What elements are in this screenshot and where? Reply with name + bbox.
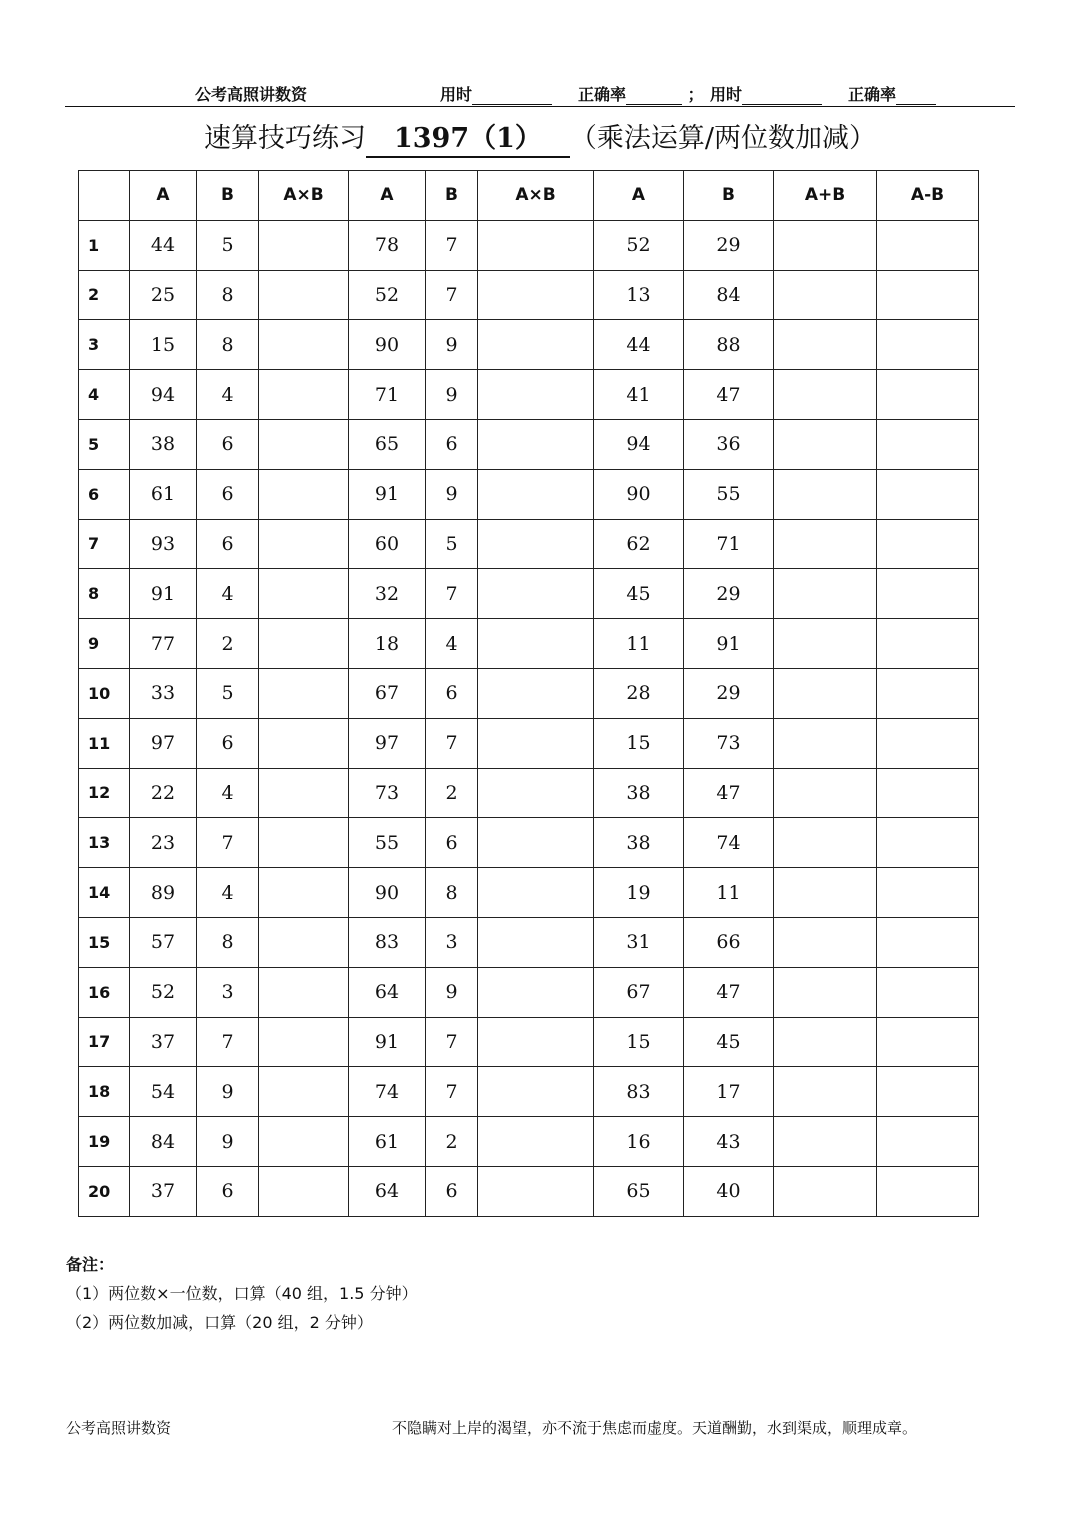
cell-b2: 6 [426, 419, 478, 469]
notes-section [66, 1250, 418, 1337]
cell-a3: 38 [594, 818, 684, 868]
cell-a2: 55 [349, 818, 426, 868]
answer-product2[interactable] [478, 270, 594, 320]
answer-product1[interactable] [259, 1067, 349, 1117]
title-code: 1397（1） [366, 122, 570, 158]
answer-sum[interactable] [774, 967, 877, 1017]
row-number: 5 [79, 419, 130, 469]
cell-b2: 2 [426, 1117, 478, 1167]
col-header-a1: A [130, 171, 197, 221]
cell-a1: 54 [130, 1067, 197, 1117]
time-label-2: 用时 [710, 85, 743, 104]
cell-b1: 5 [197, 220, 259, 270]
answer-difference[interactable] [877, 668, 979, 718]
answer-product2[interactable] [478, 917, 594, 967]
cell-b3: 36 [684, 419, 774, 469]
answer-product2[interactable] [478, 320, 594, 370]
cell-b1: 2 [197, 619, 259, 669]
cell-a1: 33 [130, 668, 197, 718]
answer-product1[interactable] [259, 370, 349, 420]
cell-a3: 13 [594, 270, 684, 320]
row-number: 7 [79, 519, 130, 569]
cell-a2: 91 [349, 1017, 426, 1067]
row-number: 10 [79, 668, 130, 718]
cell-a1: 77 [130, 619, 197, 669]
cell-b1: 8 [197, 917, 259, 967]
answer-sum[interactable] [774, 1166, 877, 1216]
row-number: 16 [79, 967, 130, 1017]
answer-difference[interactable] [877, 818, 979, 868]
accuracy-field-2 [848, 82, 936, 105]
cell-b2: 9 [426, 320, 478, 370]
title-prefix: 速算技巧练习 [203, 123, 366, 154]
answer-product1[interactable] [259, 519, 349, 569]
cell-b1: 4 [197, 370, 259, 420]
table-row [79, 1067, 979, 1117]
cell-b1: 4 [197, 569, 259, 619]
cell-a2: 65 [349, 419, 426, 469]
cell-b1: 6 [197, 419, 259, 469]
cell-b3: 40 [684, 1166, 774, 1216]
cell-a1: 15 [130, 320, 197, 370]
table-row [79, 1166, 979, 1216]
cell-a2: 67 [349, 668, 426, 718]
col-header-b2: B [426, 171, 478, 221]
cell-b3: 74 [684, 818, 774, 868]
table-row [79, 320, 979, 370]
cell-a2: 64 [349, 1166, 426, 1216]
cell-a2: 61 [349, 1117, 426, 1167]
cell-b2: 8 [426, 868, 478, 918]
answer-sum[interactable] [774, 469, 877, 519]
cell-b2: 7 [426, 220, 478, 270]
answer-product2[interactable] [478, 1117, 594, 1167]
answer-sum[interactable] [774, 1117, 877, 1167]
table-row [79, 668, 979, 718]
cell-b2: 7 [426, 1017, 478, 1067]
cell-a3: 45 [594, 569, 684, 619]
cell-b1: 8 [197, 320, 259, 370]
cell-b3: 29 [684, 220, 774, 270]
practice-table [78, 170, 979, 1217]
time-label-1: 用时 [440, 85, 473, 104]
cell-a1: 61 [130, 469, 197, 519]
cell-a2: 60 [349, 519, 426, 569]
cell-a2: 91 [349, 469, 426, 519]
answer-product2[interactable] [478, 868, 594, 918]
row-number: 13 [79, 818, 130, 868]
cell-a3: 83 [594, 1067, 684, 1117]
cell-b3: 11 [684, 868, 774, 918]
answer-product1[interactable] [259, 967, 349, 1017]
cell-b2: 2 [426, 768, 478, 818]
cell-a1: 91 [130, 569, 197, 619]
answer-product1[interactable] [259, 718, 349, 768]
table-row [79, 519, 979, 569]
answer-product1[interactable] [259, 868, 349, 918]
answer-difference[interactable] [877, 519, 979, 569]
cell-b1: 6 [197, 469, 259, 519]
cell-b2: 7 [426, 718, 478, 768]
answer-product2[interactable] [478, 469, 594, 519]
cell-b1: 6 [197, 519, 259, 569]
cell-a2: 74 [349, 1067, 426, 1117]
table-row [79, 370, 979, 420]
answer-product2[interactable] [478, 967, 594, 1017]
cell-b2: 3 [426, 917, 478, 967]
answer-difference[interactable] [877, 569, 979, 619]
footer-brand: 公考高照讲数资 [66, 1419, 172, 1437]
answer-product1[interactable] [259, 469, 349, 519]
cell-a1: 37 [130, 1017, 197, 1067]
header-separator: ； [687, 85, 704, 104]
row-number: 14 [79, 868, 130, 918]
answer-product1[interactable] [259, 1017, 349, 1067]
answer-product2[interactable] [478, 1017, 594, 1067]
cell-a2: 52 [349, 270, 426, 320]
answer-product2[interactable] [478, 768, 594, 818]
row-number: 4 [79, 370, 130, 420]
answer-difference[interactable] [877, 619, 979, 669]
cell-a3: 31 [594, 917, 684, 967]
time-field-1 [440, 82, 552, 105]
cell-b1: 9 [197, 1067, 259, 1117]
row-number: 2 [79, 270, 130, 320]
cell-a2: 18 [349, 619, 426, 669]
cell-b1: 4 [197, 768, 259, 818]
table-row [79, 718, 979, 768]
answer-sum[interactable] [774, 419, 877, 469]
answer-product1[interactable] [259, 220, 349, 270]
time-blank-2[interactable] [742, 88, 822, 105]
cell-a2: 90 [349, 868, 426, 918]
cell-b2: 4 [426, 619, 478, 669]
answer-difference[interactable] [877, 967, 979, 1017]
time-field-2 [710, 82, 822, 105]
cell-b1: 7 [197, 1017, 259, 1067]
cell-a1: 89 [130, 868, 197, 918]
answer-difference[interactable] [877, 1117, 979, 1167]
row-number: 6 [79, 469, 130, 519]
cell-a3: 19 [594, 868, 684, 918]
cell-a1: 97 [130, 718, 197, 768]
col-header-b1: B [197, 171, 259, 221]
cell-b3: 91 [684, 619, 774, 669]
cell-b3: 45 [684, 1017, 774, 1067]
answer-sum[interactable] [774, 519, 877, 569]
answer-product2[interactable] [478, 370, 594, 420]
cell-a1: 25 [130, 270, 197, 320]
answer-product2[interactable] [478, 569, 594, 619]
answer-product2[interactable] [478, 718, 594, 768]
answer-sum[interactable] [774, 818, 877, 868]
cell-b3: 73 [684, 718, 774, 768]
cell-a3: 38 [594, 768, 684, 818]
answer-sum[interactable] [774, 917, 877, 967]
cell-b3: 84 [684, 270, 774, 320]
cell-b2: 7 [426, 1067, 478, 1117]
cell-a1: 23 [130, 818, 197, 868]
answer-difference[interactable] [877, 270, 979, 320]
cell-b3: 47 [684, 768, 774, 818]
table-row [79, 868, 979, 918]
cell-a2: 78 [349, 220, 426, 270]
accuracy-label-2: 正确率 [848, 85, 897, 104]
notes-line-1: （1）两位数×一位数，口算（40 组，1.5 分钟） [66, 1284, 418, 1303]
time-blank-1[interactable] [472, 88, 552, 105]
answer-sum[interactable] [774, 270, 877, 320]
notes-line-2: （2）两位数加减，口算（20 组，2 分钟） [66, 1313, 373, 1332]
answer-product2[interactable] [478, 818, 594, 868]
answer-difference[interactable] [877, 718, 979, 768]
row-number: 11 [79, 718, 130, 768]
cell-b3: 66 [684, 917, 774, 967]
table-row [79, 270, 979, 320]
answer-difference[interactable] [877, 1017, 979, 1067]
row-number: 19 [79, 1117, 130, 1167]
cell-b2: 5 [426, 519, 478, 569]
answer-sum[interactable] [774, 868, 877, 918]
row-number: 12 [79, 768, 130, 818]
cell-b1: 6 [197, 718, 259, 768]
answer-product1[interactable] [259, 270, 349, 320]
answer-difference[interactable] [877, 1166, 979, 1216]
cell-b1: 9 [197, 1117, 259, 1167]
table-row [79, 768, 979, 818]
header-brand: 公考高照讲数资 [195, 85, 308, 104]
answer-product2[interactable] [478, 619, 594, 669]
row-number: 18 [79, 1067, 130, 1117]
answer-product1[interactable] [259, 768, 349, 818]
answer-product2[interactable] [478, 1067, 594, 1117]
cell-b3: 17 [684, 1067, 774, 1117]
row-number: 17 [79, 1017, 130, 1067]
accuracy-blank-1[interactable] [626, 88, 682, 105]
col-header-sum: A+B [774, 171, 877, 221]
answer-product1[interactable] [259, 619, 349, 669]
cell-a2: 32 [349, 569, 426, 619]
cell-a2: 97 [349, 718, 426, 768]
cell-a3: 44 [594, 320, 684, 370]
accuracy-blank-2[interactable] [896, 88, 936, 105]
table-row [79, 419, 979, 469]
cell-a2: 83 [349, 917, 426, 967]
cell-a3: 90 [594, 469, 684, 519]
answer-difference[interactable] [877, 917, 979, 967]
col-header-a2: A [349, 171, 426, 221]
cell-b1: 3 [197, 967, 259, 1017]
table-header-row [79, 171, 979, 221]
cell-b2: 6 [426, 668, 478, 718]
cell-b1: 6 [197, 1166, 259, 1216]
accuracy-field-1 [578, 82, 704, 105]
table-row [79, 818, 979, 868]
table-row [79, 1117, 979, 1167]
cell-a2: 64 [349, 967, 426, 1017]
col-header-product1: A×B [259, 171, 349, 221]
answer-product1[interactable] [259, 419, 349, 469]
row-number: 1 [79, 220, 130, 270]
cell-a3: 65 [594, 1166, 684, 1216]
cell-a3: 28 [594, 668, 684, 718]
answer-sum[interactable] [774, 220, 877, 270]
answer-sum[interactable] [774, 718, 877, 768]
cell-a2: 73 [349, 768, 426, 818]
cell-b3: 71 [684, 519, 774, 569]
answer-difference[interactable] [877, 220, 979, 270]
table-row [79, 619, 979, 669]
table-row [79, 967, 979, 1017]
cell-a3: 67 [594, 967, 684, 1017]
answer-product1[interactable] [259, 569, 349, 619]
row-number: 9 [79, 619, 130, 669]
cell-a3: 15 [594, 1017, 684, 1067]
answer-difference[interactable] [877, 469, 979, 519]
cell-b2: 9 [426, 469, 478, 519]
answer-difference[interactable] [877, 320, 979, 370]
answer-difference[interactable] [877, 1067, 979, 1117]
answer-sum[interactable] [774, 768, 877, 818]
answer-sum[interactable] [774, 619, 877, 669]
answer-product1[interactable] [259, 1166, 349, 1216]
cell-a1: 93 [130, 519, 197, 569]
title-suffix: （乘法运算/两位数加减） [569, 123, 877, 154]
page-title [0, 116, 1080, 158]
cell-a3: 11 [594, 619, 684, 669]
cell-a1: 84 [130, 1117, 197, 1167]
col-header-b3: B [684, 171, 774, 221]
cell-a3: 15 [594, 718, 684, 768]
cell-a2: 71 [349, 370, 426, 420]
cell-a2: 90 [349, 320, 426, 370]
answer-sum[interactable] [774, 320, 877, 370]
cell-a3: 16 [594, 1117, 684, 1167]
cell-b3: 29 [684, 569, 774, 619]
cell-b1: 7 [197, 818, 259, 868]
col-header-a3: A [594, 171, 684, 221]
cell-b2: 9 [426, 967, 478, 1017]
cell-b3: 47 [684, 967, 774, 1017]
accuracy-label-1: 正确率 [578, 85, 627, 104]
answer-product1[interactable] [259, 1117, 349, 1167]
col-header-index [79, 171, 130, 221]
cell-b2: 6 [426, 1166, 478, 1216]
table-row [79, 917, 979, 967]
cell-a3: 41 [594, 370, 684, 420]
answer-sum[interactable] [774, 668, 877, 718]
row-number: 15 [79, 917, 130, 967]
answer-difference[interactable] [877, 419, 979, 469]
answer-sum[interactable] [774, 569, 877, 619]
answer-product1[interactable] [259, 320, 349, 370]
cell-b2: 7 [426, 270, 478, 320]
answer-sum[interactable] [774, 370, 877, 420]
cell-b1: 5 [197, 668, 259, 718]
cell-a1: 94 [130, 370, 197, 420]
answer-sum[interactable] [774, 1067, 877, 1117]
answer-difference[interactable] [877, 768, 979, 818]
cell-b2: 7 [426, 569, 478, 619]
notes-label: 备注： [66, 1255, 115, 1274]
row-number: 20 [79, 1166, 130, 1216]
cell-b3: 47 [684, 370, 774, 420]
cell-b2: 6 [426, 818, 478, 868]
answer-product2[interactable] [478, 519, 594, 569]
cell-a3: 52 [594, 220, 684, 270]
answer-product2[interactable] [478, 220, 594, 270]
header-divider [65, 106, 1015, 107]
cell-a1: 57 [130, 917, 197, 967]
table-row [79, 469, 979, 519]
table-row [79, 1017, 979, 1067]
cell-b1: 8 [197, 270, 259, 320]
answer-product2[interactable] [478, 668, 594, 718]
cell-a3: 62 [594, 519, 684, 569]
cell-b3: 43 [684, 1117, 774, 1167]
cell-a1: 52 [130, 967, 197, 1017]
cell-a3: 94 [594, 419, 684, 469]
cell-b2: 9 [426, 370, 478, 420]
row-number: 3 [79, 320, 130, 370]
answer-sum[interactable] [774, 1017, 877, 1067]
answer-product1[interactable] [259, 917, 349, 967]
table-row [79, 220, 979, 270]
row-number: 8 [79, 569, 130, 619]
cell-b3: 29 [684, 668, 774, 718]
footer-motto: 不隐瞒对上岸的渴望，亦不流于焦虑而虚度。天道酬勤，水到渠成，顺理成章。 [392, 1419, 918, 1437]
answer-difference[interactable] [877, 370, 979, 420]
cell-a1: 38 [130, 419, 197, 469]
answer-product2[interactable] [478, 1166, 594, 1216]
cell-b1: 4 [197, 868, 259, 918]
answer-difference[interactable] [877, 868, 979, 918]
cell-b3: 88 [684, 320, 774, 370]
answer-product1[interactable] [259, 668, 349, 718]
cell-a1: 37 [130, 1166, 197, 1216]
cell-a1: 44 [130, 220, 197, 270]
answer-product1[interactable] [259, 818, 349, 868]
table-row [79, 569, 979, 619]
cell-b3: 55 [684, 469, 774, 519]
cell-a1: 22 [130, 768, 197, 818]
answer-product2[interactable] [478, 419, 594, 469]
col-header-product2: A×B [478, 171, 594, 221]
col-header-difference: A-B [877, 171, 979, 221]
